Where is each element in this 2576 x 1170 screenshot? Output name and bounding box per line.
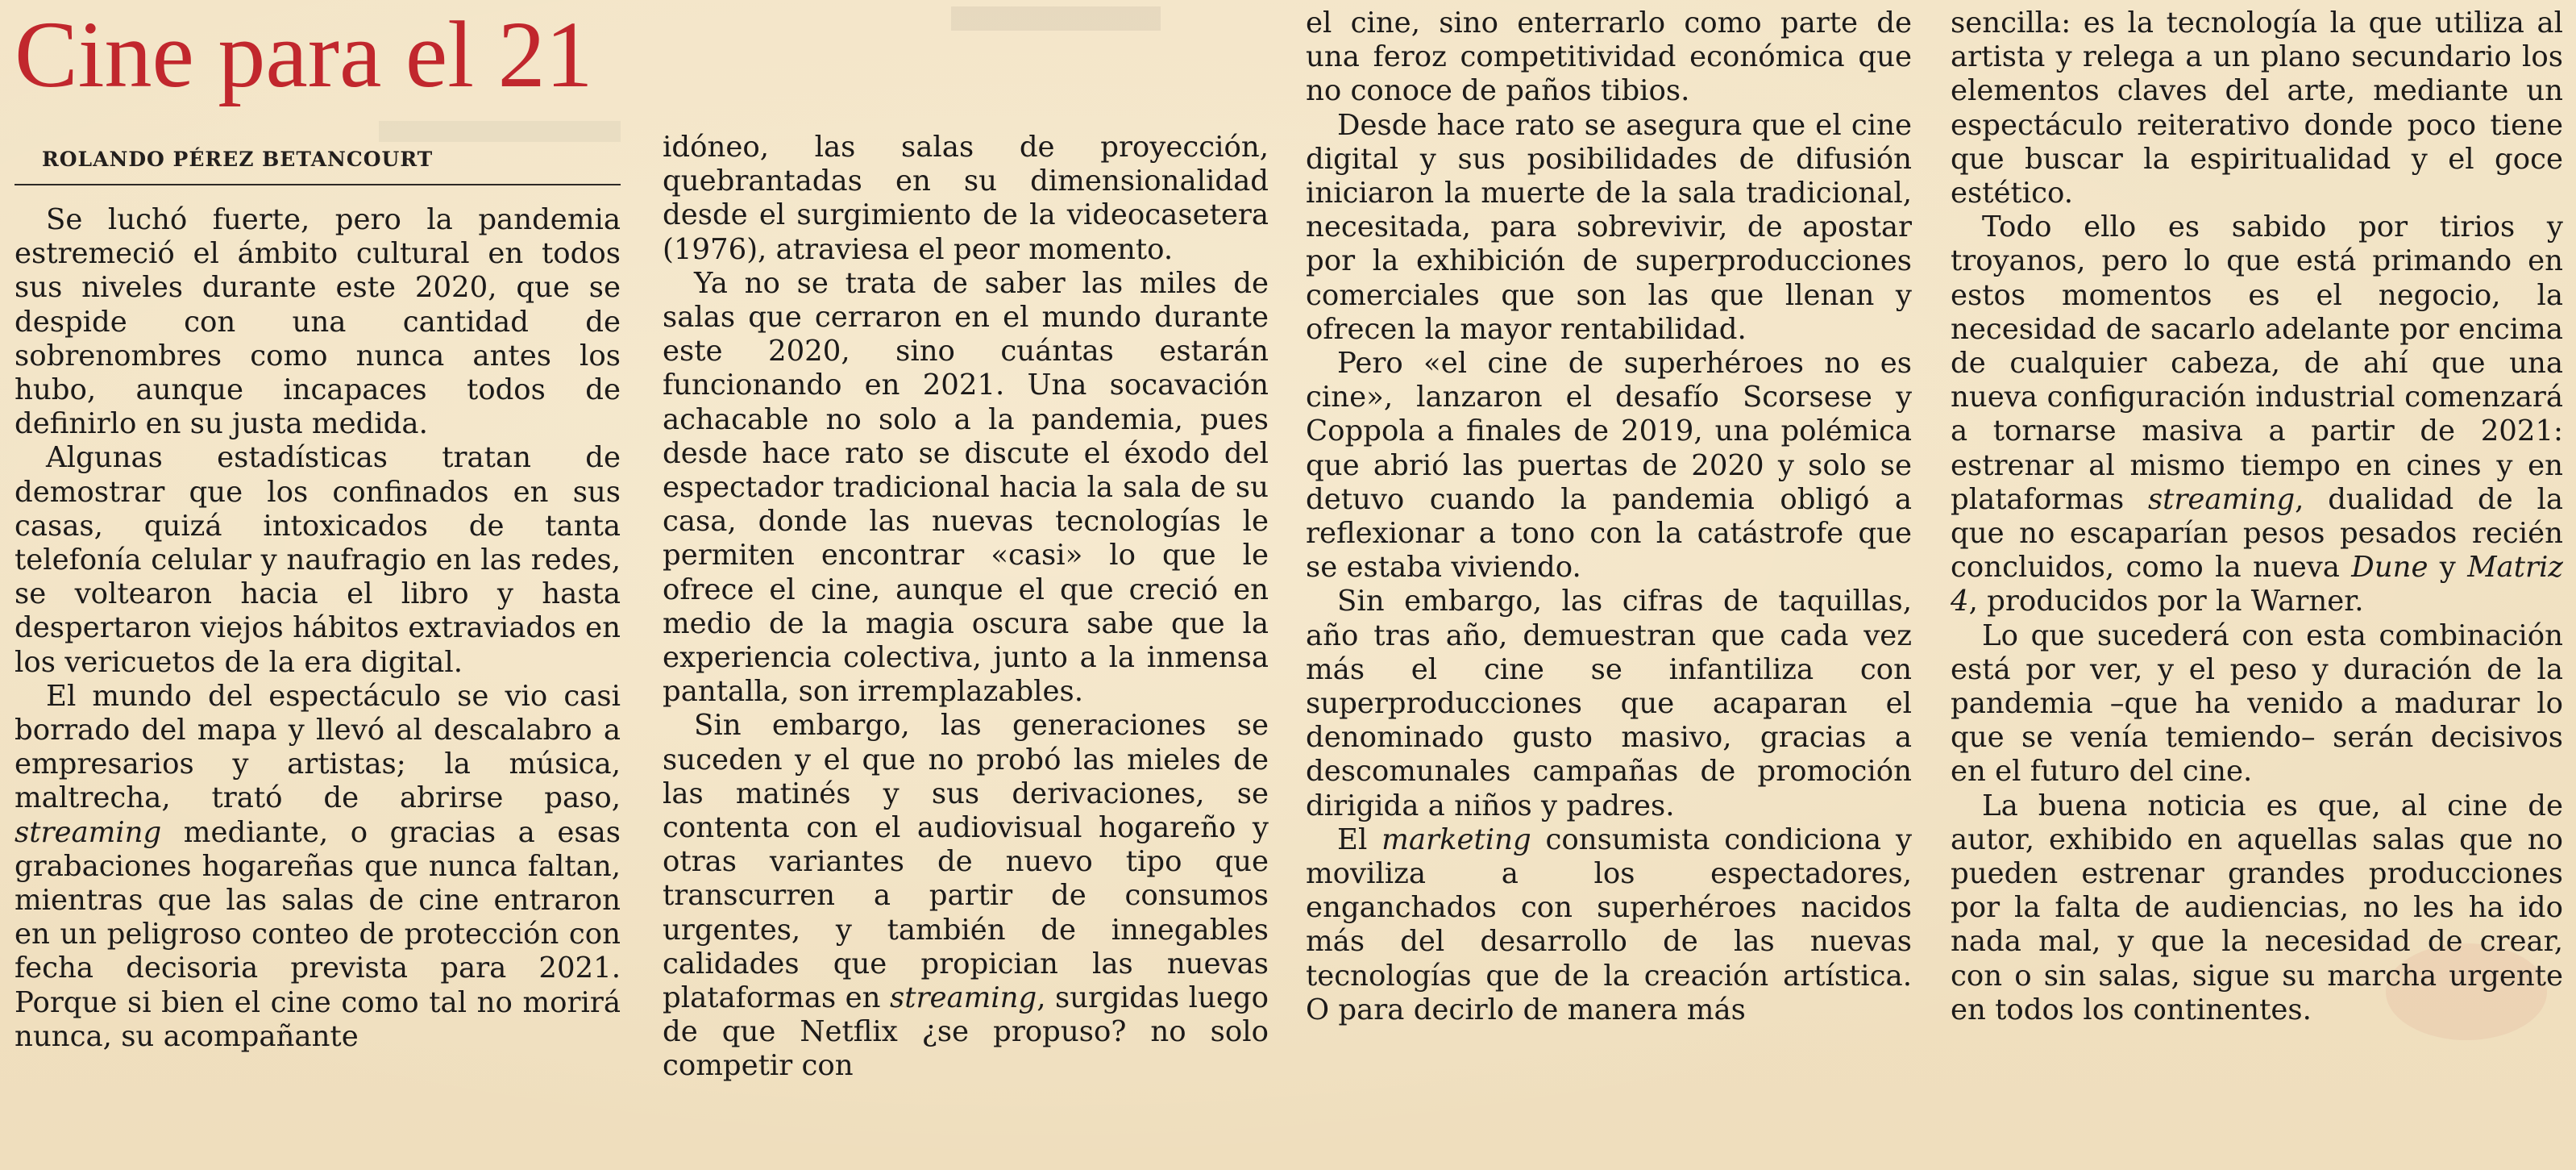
show-through-smudge (379, 121, 621, 142)
paragraph: sencilla: es la tecnología la que utiliza al artista y relega a un plano secundario los elementos claves del arte, mediante un espectáculo reiterativo donde poco tiene que buscar la espiritualidad y el goce estético. (1951, 6, 2563, 210)
paragraph: el cine, sino enterrarlo como parte de una feroz competitividad económica que no conoce de paños tibios. (1306, 6, 1912, 108)
paragraph: Desde hace rato se asegura que el cine digital y sus posibilidades de difusión iniciaron la muerte de la sala tradicional, necesitada, para sobrevivir, de apostar por la exhibición de superproducciones comerciales que son las que llenan y ofrecen la mayor rentabilidad. (1306, 108, 1912, 346)
paragraph: El marketing consumista condiciona y moviliza a los espectadores, enganchados con superhéroes nacidos más del desarrollo de las nuevas tecnologías que de la creación artística. O para decirlo de manera más (1306, 822, 1912, 1026)
paragraph: Lo que sucederá con esta combinación está por ver, y el peso y duración de la pandemia –que ha venido a madurar lo que se venía temiendo– serán decisivos en el futuro del cine. (1951, 618, 2563, 789)
paragraph: Todo ello es sabido por tirios y troyanos, pero lo que está primando en estos momentos es el negocio, la necesidad de sacarlo adelante por encima de cualquier cabeza, de ahí que una nueva configuración industrial comenzará a tornarse masiva a partir de 2021: estrenar al mismo tiempo en cines y en plataformas streaming, dualidad de la que no escaparían pesos pesados recién concluidos, como la nueva Dune y Matriz 4, producidos por la Warner. (1951, 210, 2563, 618)
paragraph: El mundo del espectáculo se vio casi borrado del mapa y llevó al descalabro a empresarios y artistas; la música, maltrecha, trató de abrirse paso, streaming mediante, o gracias a esas grabaciones hogareñas que nunca faltan, mientras que las salas de cine entraron en un peligroso conteo de protección con fecha decisoria prevista para 2021. Porque si bien el cine como tal no morirá nunca, su acompañante (15, 679, 621, 1053)
paragraph: Pero «el cine de superhéroes no es cine», lanzaron el desafío Scorsese y Coppola a finales de 2019, una polémica que abrió las puertas de 2020 y solo se detuvo cuando la pandemia obligó a reflexionar a tono con la catástrofe que se estaba viviendo. (1306, 347, 1912, 585)
article-byline: ROLANDO PÉREZ BETANCOURT (42, 148, 434, 171)
emphasized-term: Matriz 4 (1951, 551, 2563, 618)
paragraph: Sin embargo, las cifras de taquillas, año tras año, demuestran que cada vez más el cine se infantiliza con superproducciones que acaparan el denominado gusto masivo, gracias a descomunales campañas de promoción dirigida a niños y padres. (1306, 585, 1912, 822)
emphasized-term: streaming (15, 815, 162, 849)
paragraph: Algunas estadísticas tratan de demostrar que los confinados en sus casas, quizá intoxicados de tanta telefonía celular y naufragio en las redes, se voltearon hacia el libro y hasta despertaron viejos hábitos extraviados en los vericuetos de la era digital. (15, 441, 621, 679)
text-column-3 (1306, 6, 1912, 1027)
paragraph: idóneo, las salas de proyección, quebrantadas en su dimensionalidad desde el surgimiento de la videocasetera (1976), atraviesa el peor momento. (663, 131, 1269, 266)
emphasized-term: Dune (2351, 551, 2429, 585)
text-column-2 (663, 131, 1269, 1084)
byline-divider (15, 184, 621, 185)
paragraph: Se luchó fuerte, pero la pandemia estremeció el ámbito cultural en todos sus niveles durante este 2020, que se despide con una cantidad de sobrenombres como nunca antes los hubo, aunque incapaces todos de definirlo en su justa medida. (15, 203, 621, 441)
article-title: Cine para el 21 (15, 2, 593, 107)
paragraph: Ya no se trata de saber las miles de salas que cerraron en el mundo durante este 2020, sino cuántas estarán funcionando en 2021. Una socavación achacable no solo a la pandemia, pues desde hace rato se discute el éxodo del espectador tradicional hacia la sala de su casa, donde las nuevas tecnologías le permiten encontrar «casi» lo que le ofrece el cine, aunque el que creció en medio de la magia oscura sabe que la experiencia colectiva, junto a la inmensa pantalla, son irremplazables. (663, 266, 1269, 709)
text-column-4 (1951, 6, 2563, 1027)
paragraph: Sin embargo, las generaciones se suceden y el que no probó las mieles de las matinés y sus derivaciones, se contenta con el audiovisual hogareño y otras variantes de nuevo tipo que transcurren a partir de consumos urgentes, y también de innegables calidades que propician las nuevas plataformas en streaming, surgidas luego de que Netflix ¿se propuso? no solo competir con (663, 709, 1269, 1083)
emphasized-term: streaming (890, 981, 1037, 1015)
paragraph: La buena noticia es que, al cine de autor, exhibido en aquellas salas que no pueden estrenar grandes producciones por la falta de audiencias, no les ha ido nada mal, y que la necesidad de crear, con o sin salas, sigue su marcha urgente en todos los continentes. (1951, 789, 2563, 1026)
text-column-1 (15, 203, 621, 1054)
show-through-smudge (951, 6, 1161, 31)
emphasized-term: marketing (1381, 822, 1531, 856)
emphasized-term: streaming (2147, 482, 2296, 516)
